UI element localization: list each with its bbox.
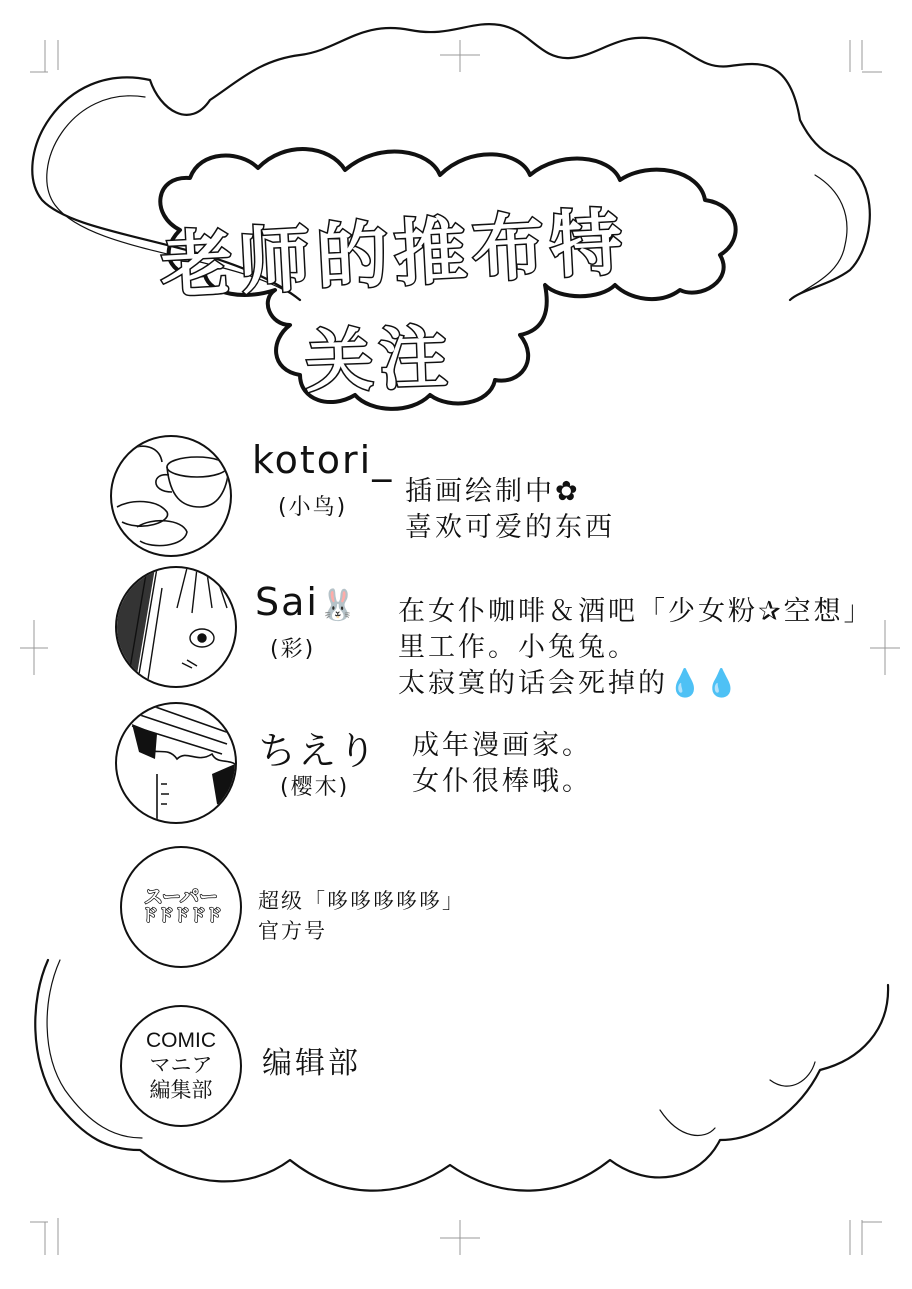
desc-line: 喜欢可爱的东西	[405, 512, 615, 543]
entry-reading-sai: (彩)	[270, 637, 316, 662]
entry-reading-chieri: (樱木)	[280, 775, 350, 800]
desc-line: 女仆很棒哦。	[412, 766, 592, 797]
desc-line: 官方号	[258, 919, 327, 943]
desc-line: 超级「哆哆哆哆哆」	[258, 889, 465, 913]
avatar-text-line: スーパー	[143, 886, 219, 909]
avatar-text-line: ドドドドド	[141, 906, 221, 927]
girl-face-icon	[117, 568, 235, 686]
entry-desc-sai	[398, 594, 874, 702]
avatar-comic-mania	[120, 1005, 242, 1127]
entry-desc-kotori	[405, 474, 615, 546]
entry-name-sai: Sai🐰	[255, 580, 359, 624]
avatar-text-line: マニア	[149, 1053, 213, 1077]
avatar-sai	[115, 566, 237, 688]
desc-line: 里工作。小兔兔。	[398, 632, 638, 663]
desc-line: 在女仆咖啡＆酒吧「少女粉✰空想」	[398, 596, 874, 627]
maid-headdress-icon	[117, 704, 235, 822]
avatar-text-line: COMIC	[146, 1028, 216, 1052]
desc-line: 成年漫画家。	[412, 730, 592, 761]
rabbit-icon: 🐰	[318, 588, 359, 623]
desc-line: 太寂寞的话会死掉的💧💧	[398, 668, 742, 699]
teacup-icon	[112, 437, 230, 555]
entry-desc-super-dododo	[258, 886, 465, 946]
entry-reading-kotori: (小鸟)	[278, 495, 348, 520]
avatar-chieri	[115, 702, 237, 824]
page-title-line1: 老师的推布特	[158, 199, 631, 309]
entry-name-chieri: ちえり	[258, 729, 379, 773]
avatar-super-dododo	[120, 846, 242, 968]
desc-line: 插画绘制中✿	[405, 476, 581, 507]
entry-name-kotori: kotori_	[252, 438, 394, 482]
page-title-line2: 关注	[303, 318, 455, 403]
entry-desc-comic-mania: 编辑部	[262, 1046, 361, 1081]
entry-desc-chieri	[412, 728, 592, 800]
avatar-text-line: 編集部	[149, 1079, 213, 1103]
avatar-kotori	[110, 435, 232, 557]
